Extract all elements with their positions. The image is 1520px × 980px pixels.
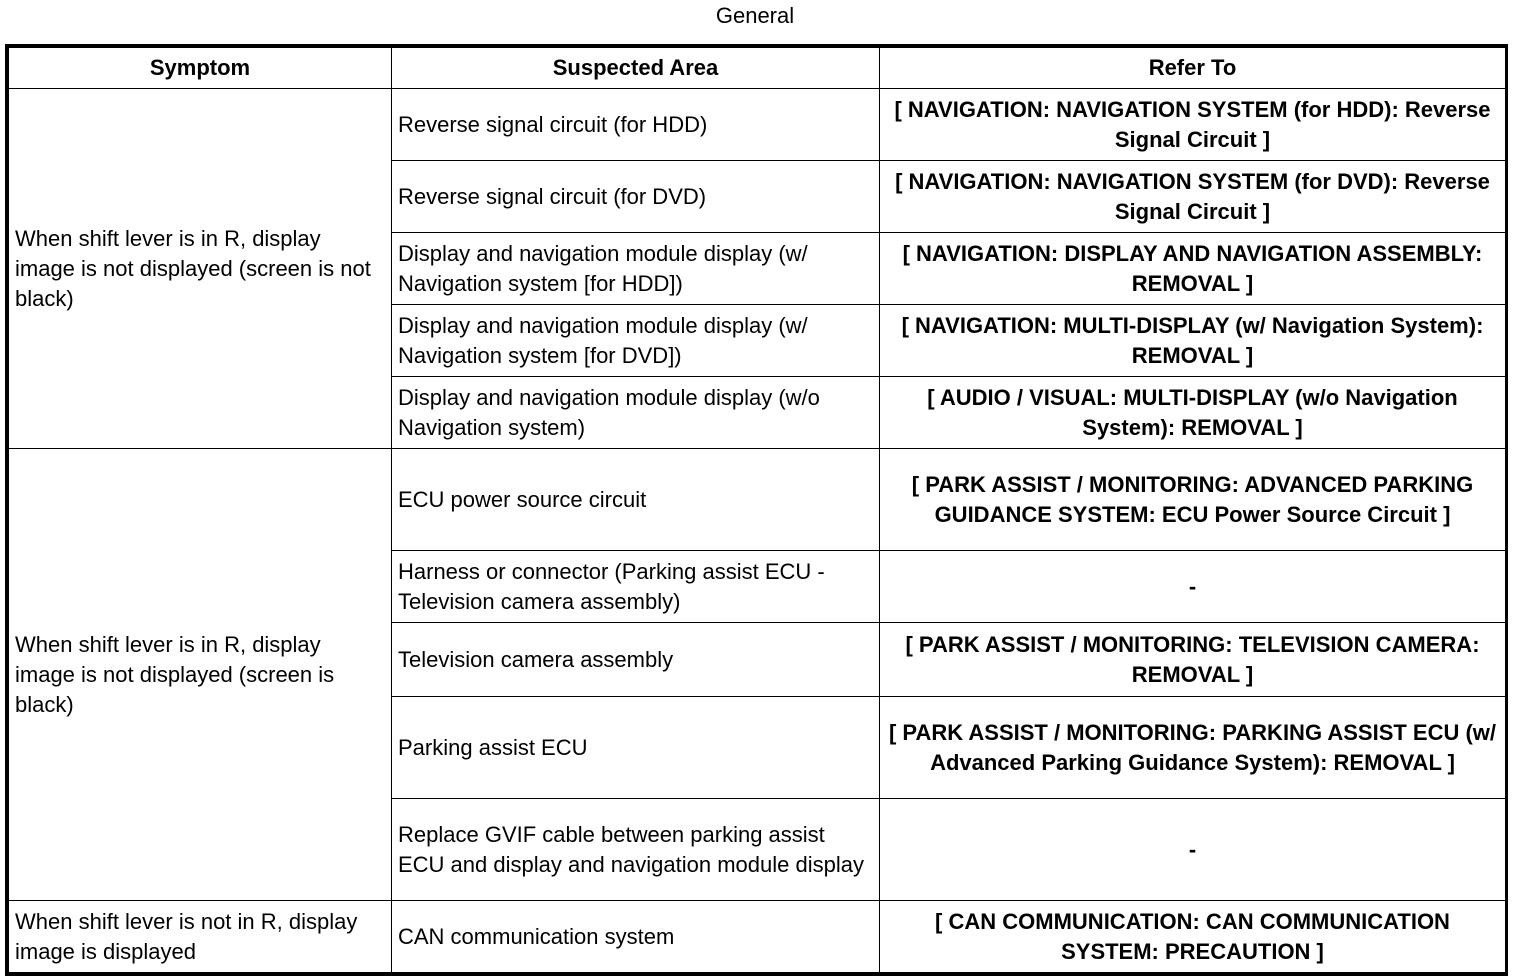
refer-to-link[interactable]: [ NAVIGATION: MULTI-DISPLAY (w/ Navigation System): REMOVAL ] (880, 305, 1506, 377)
symptom-cell: When shift lever is in R, display image is not displayed (screen is black) (9, 449, 392, 901)
suspected-area-cell: Television camera assembly (392, 623, 880, 697)
refer-to-link[interactable]: [ PARK ASSIST / MONITORING: TELEVISION CAMERA: REMOVAL ] (880, 623, 1506, 697)
suspected-area-cell: Display and navigation module display (w/ Navigation system [for HDD]) (392, 233, 880, 305)
suspected-area-cell: Reverse signal circuit (for HDD) (392, 89, 880, 161)
header-row (9, 48, 1506, 89)
header-symptom: Symptom (9, 48, 392, 89)
refer-to-link[interactable]: [ PARK ASSIST / MONITORING: PARKING ASSIST ECU (w/ Advanced Parking Guidance System): REMOVAL ] (880, 697, 1506, 799)
troubleshooting-table (8, 47, 1506, 973)
suspected-area-cell: Display and navigation module display (w/o Navigation system) (392, 377, 880, 449)
suspected-area-cell: ECU power source circuit (392, 449, 880, 551)
refer-to-cell: - (880, 551, 1506, 623)
refer-to-link[interactable]: [ PARK ASSIST / MONITORING: ADVANCED PARKING GUIDANCE SYSTEM: ECU Power Source Circuit ] (880, 449, 1506, 551)
refer-to-cell: - (880, 799, 1506, 901)
refer-to-link[interactable]: [ NAVIGATION: DISPLAY AND NAVIGATION ASSEMBLY: REMOVAL ] (880, 233, 1506, 305)
refer-to-link[interactable]: [ NAVIGATION: NAVIGATION SYSTEM (for HDD): Reverse Signal Circuit ] (880, 89, 1506, 161)
suspected-area-cell: Replace GVIF cable between parking assist ECU and display and navigation module display (392, 799, 880, 901)
table-row (9, 449, 1506, 551)
suspected-area-cell: CAN communication system (392, 901, 880, 973)
suspected-area-cell: Harness or connector (Parking assist ECU - Television camera assembly) (392, 551, 880, 623)
header-refer-to: Refer To (880, 48, 1506, 89)
suspected-area-cell: Parking assist ECU (392, 697, 880, 799)
table-caption: General (715, 3, 795, 28)
table-row (9, 901, 1506, 973)
refer-to-link[interactable]: [ AUDIO / VISUAL: MULTI-DISPLAY (w/o Navigation System): REMOVAL ] (880, 377, 1506, 449)
refer-to-link[interactable]: [ CAN COMMUNICATION: CAN COMMUNICATION SYSTEM: PRECAUTION ] (880, 901, 1506, 973)
refer-to-link[interactable]: [ NAVIGATION: NAVIGATION SYSTEM (for DVD): Reverse Signal Circuit ] (880, 161, 1506, 233)
suspected-area-cell: Display and navigation module display (w/ Navigation system [for DVD]) (392, 305, 880, 377)
symptom-cell: When shift lever is not in R, display image is displayed (9, 901, 392, 973)
troubleshooting-table-frame (5, 44, 1508, 976)
suspected-area-cell: Reverse signal circuit (for DVD) (392, 161, 880, 233)
table-row (9, 89, 1506, 161)
header-suspected-area: Suspected Area (392, 48, 880, 89)
symptom-cell: When shift lever is in R, display image is not displayed (screen is not black) (9, 89, 392, 449)
